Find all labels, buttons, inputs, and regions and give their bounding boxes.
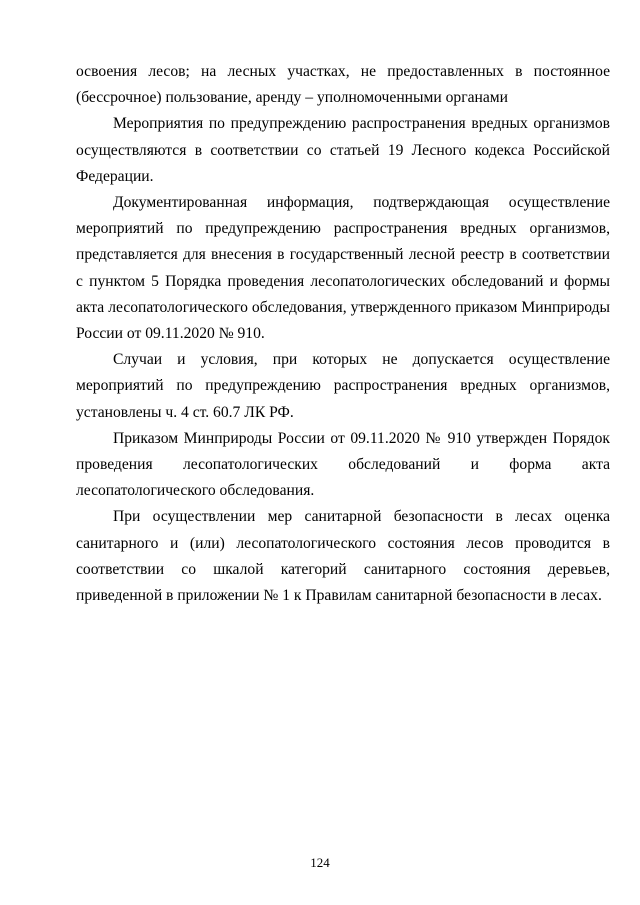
paragraph-measures: Мероприятия по предупреждению распространения вредных организмов осуществляются в соответствии со статьей 19 Лесного кодекса Российской Федерации. (76, 115, 610, 185)
paragraph-continuation: освоения лесов; на лесных участках, не предоставленных в постоянное (бессрочное) пользование, аренду – уполномоченными органами (76, 63, 610, 107)
document-body (76, 59, 610, 609)
paragraph-cases-conditions: Случаи и условия, при которых не допускается осуществление мероприятий по предупреждению распространения вредных организмов, установлены ч. 4 ст. 60.7 ЛК РФ. (76, 351, 610, 421)
page-number: 124 (310, 855, 330, 870)
paragraph-sanitary-assessment: При осуществлении мер санитарной безопасности в лесах оценка санитарного и (или) лесопатологического состояния лесов проводится в соответствии со шкалой категорий санитарного состояния деревьев, приведенной в приложении № 1 к Правилам санитарной безопасности в лесах. (76, 508, 610, 605)
paragraph-documented-information: Документированная информация, подтверждающая осуществление мероприятий по предупреждению распространения вредных организмов, представляется для внесения в государственный лесной реестр в соответствии с пунктом 5 Порядка проведения лесопатологических обследований и формы акта лесопатологического обследования, утвержденного приказом Минприроды России от 09.11.2020 № 910. (76, 194, 610, 343)
paragraph-order: Приказом Минприроды России от 09.11.2020 № 910 утвержден Порядок проведения лесопатологических обследований и форма акта лесопатологического обследования. (76, 429, 610, 500)
